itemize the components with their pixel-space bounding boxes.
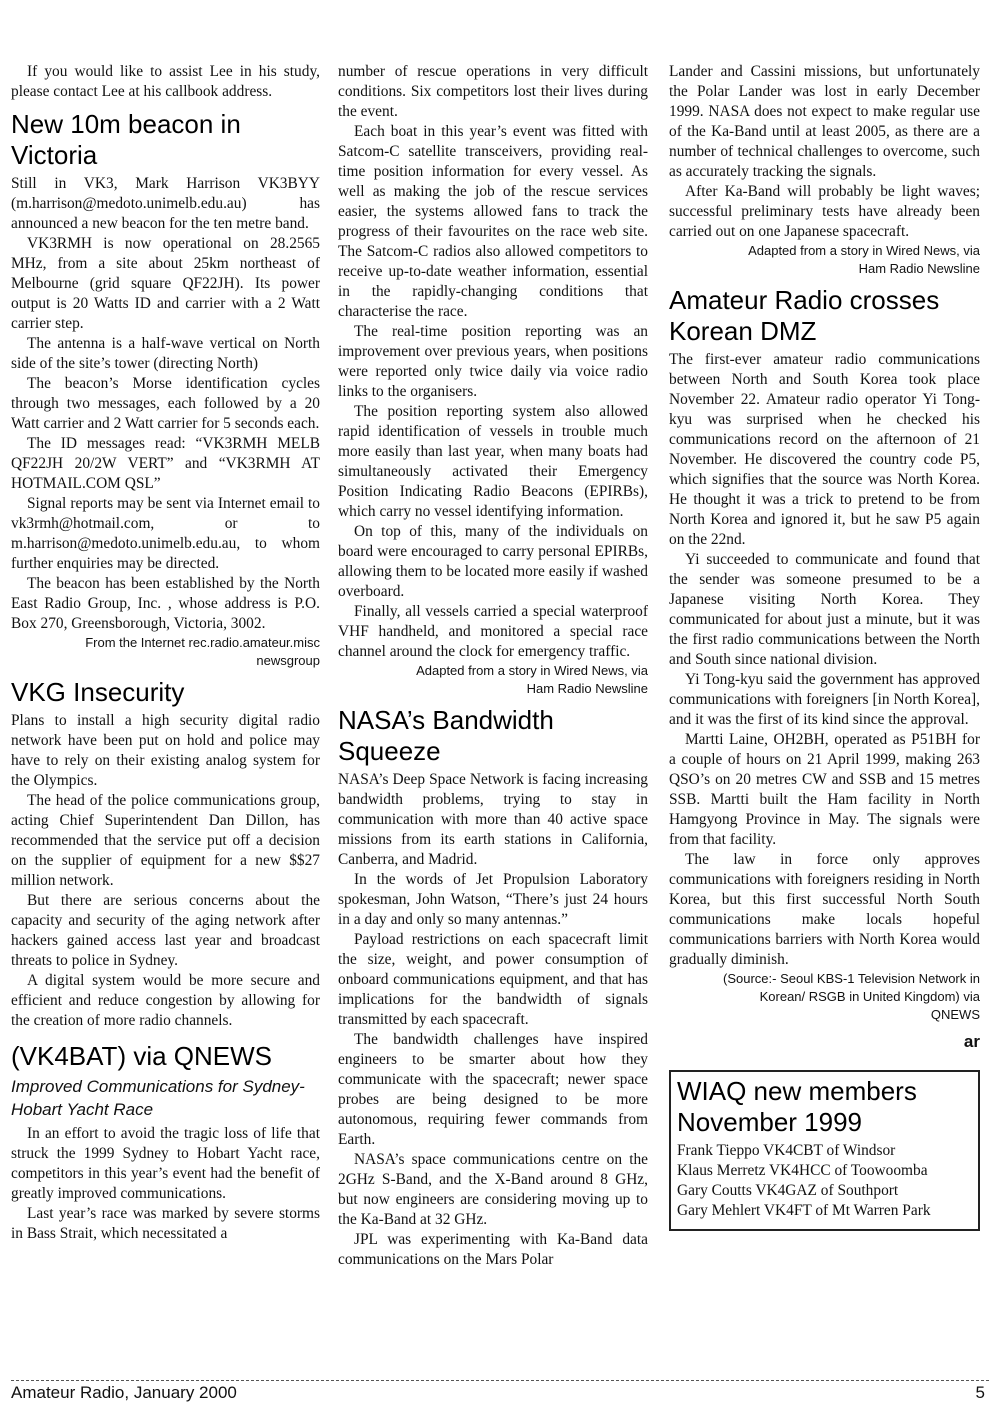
korea-credit-line: Korean/ RSGB in United Kingdom) via <box>759 989 980 1004</box>
yacht-paragraph: Last year’s race was marked by severe storms in Bass Strait, which necessitated a <box>11 1205 320 1242</box>
column-1 <box>11 62 320 1244</box>
korea-paragraph: The first-ever amateur radio communications between North and South Korea took place November 22. Amateur radio operator Yi Tong-kyu was surprised when he checked his communications record on the afternoon of 21 November. He discovered the country code P5, which signifies that the source was North Korea. He thought it was a trick to pretend to be from North Korea and ignored it, but he saw P5 again on the 22nd. <box>669 351 980 548</box>
yacht-paragraph: Each boat in this year’s event was fitted with Satcom-C satellite transceivers, providing real-time position information for every vessel. As well as making the job of the rescue services easier, the systems allowed fans to track the progress of their favourites on the race web site. The Satcom-C radios also allowed competitors to receive up-to-date weather information, essential in the rapidly-changing conditions that characterise the race. <box>338 123 648 320</box>
beacon-paragraph: The ID messages read: “VK3RMH MELB QF22JH 20/2W VERT” and “VK3RMH AT HOTMAIL.COM QSL” <box>11 435 320 492</box>
nasa-paragraph: Lander and Cassini missions, but unfortunately the Polar Lander was lost in early December 1999. NASA does not expect to make regular use of the Ka-Band until at least 2005, as there are a number of technical challenges to overcome, such as accurately tracking the signals. <box>669 63 980 180</box>
member-entry: Gary Coutts VK4GAZ of Southport <box>677 1182 899 1199</box>
yacht-credit <box>338 662 648 698</box>
yacht-paragraph: The real-time position reporting was an improvement over previous years, when positions were reported only twice daily via voice radio links to the organisers. <box>338 323 648 400</box>
beacon-paragraph: Signal reports may be sent via Internet email to vk3rmh@hotmail.com, or to m.harrison@medoto.unimelb.edu.au, to whom further enquiries may be directed. <box>11 495 320 572</box>
beacon-credit-line: From the Internet rec.radio.amateur.misc <box>85 635 320 650</box>
beacon-credit-line: newsgroup <box>256 653 320 668</box>
vkg-heading: VKG Insecurity <box>11 677 185 707</box>
nasa-paragraph: After Ka-Band will probably be light waves; successful preliminary tests have already been carried out on one Japanese spacecraft. <box>669 183 980 240</box>
member-entry: Klaus Merretz VK4HCC of Toowoomba <box>677 1162 928 1179</box>
nasa-paragraph: Payload restrictions on each spacecraft limit the size, weight, and power consumption of onboard communications equipment, and that has implications for the bandwidth of signals transmitted by each spacecraft. <box>338 931 648 1028</box>
korea-heading: Amateur Radio crosses Korean DMZ <box>669 285 940 346</box>
column-3 <box>669 62 980 1231</box>
nasa-paragraph: JPL was experimenting with Ka-Band data communications on the Mars Polar <box>338 1231 648 1268</box>
intro-paragraph: If you would like to assist Lee in his study, please contact Lee at his callbook address. <box>11 63 320 100</box>
page-number: 5 <box>975 1383 985 1402</box>
korea-paragraph: Yi Tong-kyu said the government has approved communications with foreigners [in North Korea], and it was the first of its kind since the approval. <box>669 671 980 728</box>
korea-paragraph: The law in force only approves communications with foreigners residing in North Korea, but this first successful North South communications make locals hopeful communications barriers with North Korea would gradually diminish. <box>669 851 980 968</box>
footer-publication: Amateur Radio, January 2000 <box>11 1383 237 1402</box>
column-2 <box>338 62 648 1270</box>
yacht-paragraph: number of rescue operations in very difficult conditions. Six competitors lost their lives during the event. <box>338 63 648 120</box>
korea-credit <box>669 970 980 1024</box>
vkg-paragraph: Plans to install a high security digital radio network have been put on hold and police may have to rely on their existing analog system for the Olympics. <box>11 712 320 789</box>
member-entry: Gary Mehlert VK4FT of Mt Warren Park <box>677 1202 931 1219</box>
korea-credit-line: (Source:- Seoul KBS-1 Television Network in <box>723 971 980 986</box>
wiaq-members-box <box>669 1070 980 1231</box>
beacon-heading: New 10m beacon in Victoria <box>11 109 241 170</box>
nasa-paragraph: NASA’s space communications centre on the 2GHz S-Band, and the X-Band around 8 GHz, but now engineers are considering moving up to the Ka-Band at 32 GHz. <box>338 1151 648 1228</box>
beacon-paragraph: The antenna is a half-wave vertical on North side of the site’s tower (directing North) <box>11 335 320 372</box>
nasa-credit <box>669 242 980 278</box>
korea-credit-line: QNEWS <box>930 1007 980 1022</box>
yacht-paragraph: Finally, all vessels carried a special waterproof VHF handheld, and monitored a special race channel around the clock for emergency traffic. <box>338 603 648 660</box>
yacht-credit-line: Ham Radio Newsline <box>526 681 648 696</box>
korea-paragraph: Martti Laine, OH2BH, operated as P51BH for a couple of hours on 21 April 1999, making 263 QSO’s on 20 metres CW and SSB and 15 metres SSB. Martti built the Ham facility in North Hamgyong Province in May. The signals were from that facility. <box>669 731 980 848</box>
yacht-paragraph: On top of this, many of the individuals on board were encouraged to carry personal EPIRBs, allowing them to be located more easily if washed overboard. <box>338 523 648 600</box>
nasa-credit-line: Ham Radio Newsline <box>858 261 980 276</box>
nasa-credit-line: Adapted from a story in Wired News, via <box>748 243 980 258</box>
wiaq-heading: WIAQ new members November 1999 <box>677 1076 917 1137</box>
yacht-subheading: Improved Communications for Sydney-Hobart Yacht Race <box>11 1077 305 1119</box>
yacht-heading: (VK4BAT) via QNEWS <box>11 1041 273 1071</box>
vkg-paragraph: A digital system would be more secure and efficient and reduce congestion by allowing for the creation of more radio channels. <box>11 972 320 1029</box>
beacon-paragraph: The beacon has been established by the North East Radio Group, Inc. , whose address is P.O. Box 270, Greensborough, Victoria, 3002. <box>11 575 320 632</box>
member-entry: Frank Tieppo VK4CBT of Windsor <box>677 1142 896 1159</box>
yacht-paragraph: The position reporting system also allowed rapid identification of vessels in trouble much more easily than last year, when many boats had simultaneously activated their Emergency Position Indicating Radio Beacons (EPIRBs), which carry no vessel identifying information. <box>338 403 648 520</box>
vkg-paragraph: But there are serious concerns about the capacity and security of the aging network after hackers gained access last year and broadcast threats to police in Sydney. <box>11 892 320 969</box>
beacon-credit <box>11 634 320 670</box>
yacht-paragraph: In an effort to avoid the tragic loss of life that struck the 1999 Sydney to Hobart Yacht race, competitors in this year’s event had the benefit of greatly improved communications. <box>11 1125 320 1202</box>
vkg-paragraph: The head of the police communications group, acting Chief Superintendent Dan Dillon, has recommended that the service put off a decision on the supplier of equipment for a new $$27 million network. <box>11 792 320 889</box>
nasa-heading: NASA’s Bandwidth Squeeze <box>338 705 554 766</box>
beacon-paragraph: VK3RMH is now operational on 28.2565 MHz, from a site about 25km northeast of Melbourne (grid square QF22JH). Its power output is 20 Watts ID and carrier with a 2 Watt carrier step. <box>11 235 320 332</box>
korea-paragraph: Yi succeeded to communicate and found that the sender was someone presumed to be a Japanese visiting North Korea. They communicated for about just a minute, but it was the first radio communications between the North and South since national division. <box>669 551 980 668</box>
yacht-credit-line: Adapted from a story in Wired News, via <box>416 663 648 678</box>
beacon-paragraph: The beacon’s Morse identification cycles through two messages, each followed by a 20 Watt carrier and 2 Watt carrier for 5 seconds each. <box>11 375 320 432</box>
nasa-paragraph: The bandwidth challenges have inspired engineers to be smarter about how they communicate with the spacecraft; newer space probes are being designed to be more autonomous, requiring fewer commands from Earth. <box>338 1031 648 1148</box>
beacon-paragraph: Still in VK3, Mark Harrison VK3BYY (m.harrison@medoto.unimelb.edu.au) has announced a new beacon for the ten metre band. <box>11 175 320 232</box>
article-end-mark: ar <box>963 1032 980 1051</box>
nasa-paragraph: NASA’s Deep Space Network is facing increasing bandwidth problems, trying to stay in communication with more than 40 active space missions from its earth stations in California, Canberra, and Madrid. <box>338 771 648 868</box>
nasa-paragraph: In the words of Jet Propulsion Laboratory spokesman, John Watson, “There’s just 24 hours in a day and only so many antennas.” <box>338 871 648 928</box>
